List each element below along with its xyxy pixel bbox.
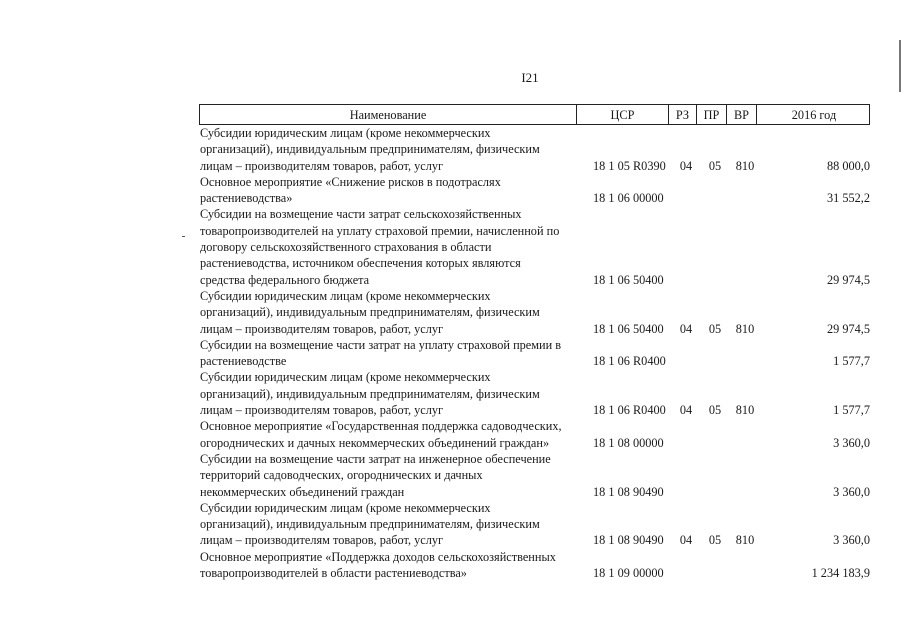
table-body [199, 125, 870, 581]
cell-vr: 810 [735, 403, 755, 418]
cell-amount: 88 000,0 [826, 158, 870, 173]
cell-amount: 29 974,5 [826, 272, 870, 287]
margin-mark [182, 236, 185, 237]
cell-name: Основное мероприятие «Поддержка доходов сельскохозяйственных товаропроизводителей в области растениеводства» [200, 549, 556, 581]
table-row [199, 206, 870, 287]
table-row [199, 125, 870, 174]
cell-amount: 29 974,5 [826, 321, 870, 336]
cell-rz: 04 [679, 158, 693, 173]
cell-csr: 18 1 06 50400 [593, 321, 664, 336]
page-edge-mark [899, 40, 901, 92]
cell-pr: 05 [708, 158, 722, 173]
cell-name: Субсидии юридическим лицам (кроме некоммерческих организаций), индивидуальным предпринимателям, физическим лицам – производителям товаров, работ, услуг [200, 500, 540, 548]
cell-amount: 3 360,0 [833, 533, 870, 548]
header-csr: ЦСР [576, 105, 668, 124]
header-pr: ПР [696, 105, 726, 124]
table-row [199, 369, 870, 418]
cell-name: Субсидии юридическим лицам (кроме некоммерческих организаций), индивидуальным предпринимателям, физическим лицам – производителям товаров, работ, услуг [200, 126, 540, 173]
header-year: 2016 год [756, 105, 871, 124]
header-vr: ВР [726, 105, 756, 124]
cell-vr: 810 [735, 321, 755, 336]
cell-csr: 18 1 06 00000 [593, 191, 664, 206]
cell-rz: 04 [679, 533, 693, 548]
cell-rz: 04 [679, 403, 693, 418]
cell-name: Субсидии на возмещение части затрат на инженерное обеспечение территорий садоводческих, огороднических и дачных некоммерческих объединений граждан [200, 451, 551, 499]
cell-name: Субсидии на возмещение части затрат сельскохозяйственных товаропроизводителей на уплату страховой премии, начисленной по договору сельскохозяйственного страхования в области растениеводства, источником обеспечения которых являются средства федерального бюджета [200, 207, 560, 287]
cell-pr: 05 [708, 403, 722, 418]
cell-csr: 18 1 06 R0400 [593, 403, 666, 418]
cell-name: Субсидии юридическим лицам (кроме некоммерческих организаций), индивидуальным предпринимателям, физическим лицам – производителям товаров, работ, услуг [200, 370, 540, 418]
table-row [199, 174, 870, 207]
cell-csr: 18 1 08 90490 [593, 484, 664, 499]
budget-table [199, 104, 870, 581]
cell-csr: 18 1 06 50400 [593, 272, 664, 287]
cell-csr: 18 1 08 90490 [593, 533, 664, 548]
cell-vr: 810 [735, 533, 755, 548]
table-header [199, 104, 870, 125]
cell-amount: 3 360,0 [833, 435, 870, 450]
table-row [199, 337, 870, 370]
cell-pr: 05 [708, 321, 722, 336]
cell-name: Субсидии юридическим лицам (кроме некоммерческих организаций), индивидуальным предпринимателям, физическим лицам – производителям товаров, работ, услуг [200, 288, 540, 336]
cell-csr: 18 1 06 R0400 [593, 354, 666, 369]
cell-name: Основное мероприятие «Государственная поддержка садоводческих, огороднических и дачных некоммерческих объединений граждан» [200, 419, 562, 450]
cell-vr: 810 [735, 158, 755, 173]
table-row [199, 288, 870, 337]
cell-amount: 31 552,2 [826, 191, 870, 206]
table-row [199, 500, 870, 549]
header-name: Наименование [349, 108, 427, 123]
table-row [199, 549, 870, 582]
cell-csr: 18 1 05 R0390 [593, 158, 666, 173]
table-row [199, 418, 870, 451]
cell-amount: 1 577,7 [833, 403, 870, 418]
table-row [199, 451, 870, 500]
cell-amount: 1 577,7 [833, 354, 870, 369]
cell-csr: 18 1 08 00000 [593, 435, 664, 450]
cell-name: Основное мероприятие «Снижение рисков в подотраслях растениеводства» [200, 174, 501, 206]
cell-pr: 05 [708, 533, 722, 548]
cell-rz: 04 [679, 321, 693, 336]
cell-amount: 3 360,0 [833, 484, 870, 499]
cell-name: Субсидии на возмещение части затрат на уплату страховой премии в растениеводстве [200, 337, 562, 369]
cell-csr: 18 1 09 00000 [593, 566, 664, 581]
header-rz: РЗ [668, 105, 696, 124]
page-number: I21 [521, 70, 539, 85]
cell-amount: 1 234 183,9 [811, 566, 870, 581]
